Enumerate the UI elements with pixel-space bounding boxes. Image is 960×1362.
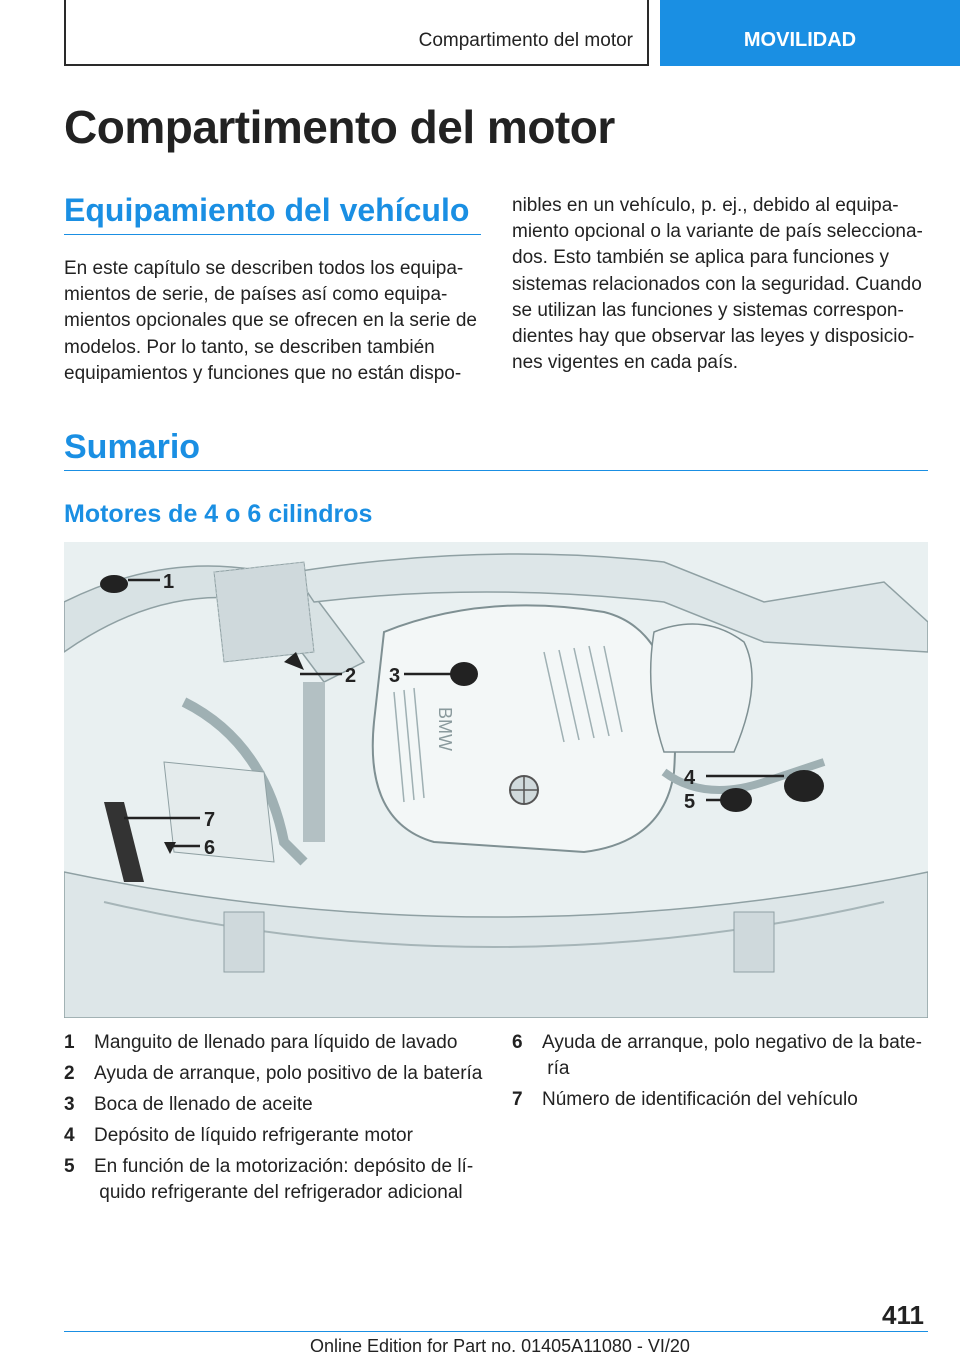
legend-text: En función de la motorización: depósito de lí- quido refrigerante del refrigerador adicional — [94, 1156, 474, 1203]
callout-number: 7 — [204, 809, 216, 831]
callout-number: 4 — [684, 767, 696, 789]
header-box — [64, 0, 649, 66]
footer-rule — [64, 1331, 928, 1332]
callout-number: 3 — [389, 665, 401, 687]
legend-number: 3 — [64, 1094, 75, 1115]
callout-number: 6 — [204, 837, 216, 859]
engine-cover-brand-label: BMW — [435, 707, 455, 751]
legend-text: Boca de llenado de aceite — [94, 1094, 313, 1115]
page-title: Compartimento del motor — [64, 101, 615, 153]
legend-text: Ayuda de arranque, polo positivo de la batería — [94, 1063, 483, 1084]
legend-item — [512, 1030, 928, 1082]
legend-text: Ayuda de arranque, polo negativo de la bate- ría — [542, 1032, 922, 1079]
heading-rule — [64, 234, 481, 235]
legend-number: 6 — [512, 1032, 523, 1053]
callout-number: 5 — [684, 791, 696, 813]
callout-number: 1 — [163, 571, 175, 593]
legend-right — [512, 1030, 928, 1118]
legend-number: 7 — [512, 1089, 523, 1110]
section-heading-equipamiento: Equipamiento del vehículo — [64, 192, 470, 228]
engine-compartment-image — [64, 542, 928, 1018]
legend-number: 4 — [64, 1125, 75, 1146]
legend-item — [64, 1030, 484, 1056]
legend-item — [64, 1092, 484, 1118]
legend-number: 5 — [64, 1156, 75, 1177]
legend-text: Manguito de llenado para líquido de lavado — [94, 1032, 458, 1053]
legend-number: 2 — [64, 1063, 75, 1084]
footer-edition: Online Edition for Part no. 01405A11080 - VI/20 — [310, 1336, 690, 1356]
legend-item — [64, 1154, 484, 1206]
equipamiento-text-col1: En este capítulo se describen todos los equipa- mientos de serie, de países así como equipa- mientos opcionales que se ofrecen en la serie de modelos. Por lo tanto, se describen también equipamientos y funciones que no están dispo- — [64, 258, 477, 384]
header-chapter-tab[interactable]: MOVILIDAD — [660, 0, 960, 66]
legend-text: Número de identificación del vehículo — [542, 1089, 858, 1110]
heading-rule — [64, 470, 928, 471]
legend-text: Depósito de líquido refrigerante motor — [94, 1125, 413, 1146]
section-heading-sumario: Sumario — [64, 428, 201, 466]
equipamiento-text-col2: nibles en un vehículo, p. ej., debido al equipa- miento opcional o la variante de país selecciona- dos. Esto también se aplica para funciones y sistemas relacionados con la seguridad. Cuando se utilizan las funciones y sistemas correspon- dientes hay que observar las leyes y disposicio- nes vigentes en cada país. — [512, 195, 923, 374]
legend-item — [64, 1061, 484, 1087]
legend-item — [64, 1123, 484, 1149]
callout-number: 2 — [345, 665, 357, 687]
legend-item — [512, 1087, 928, 1113]
legend-left — [64, 1030, 484, 1211]
page-number: 411 — [882, 1300, 924, 1330]
legend-number: 1 — [64, 1032, 75, 1053]
subheading-motores: Motores de 4 o 6 cilindros — [64, 500, 373, 528]
header-section-title: Compartimento del motor — [418, 30, 633, 51]
